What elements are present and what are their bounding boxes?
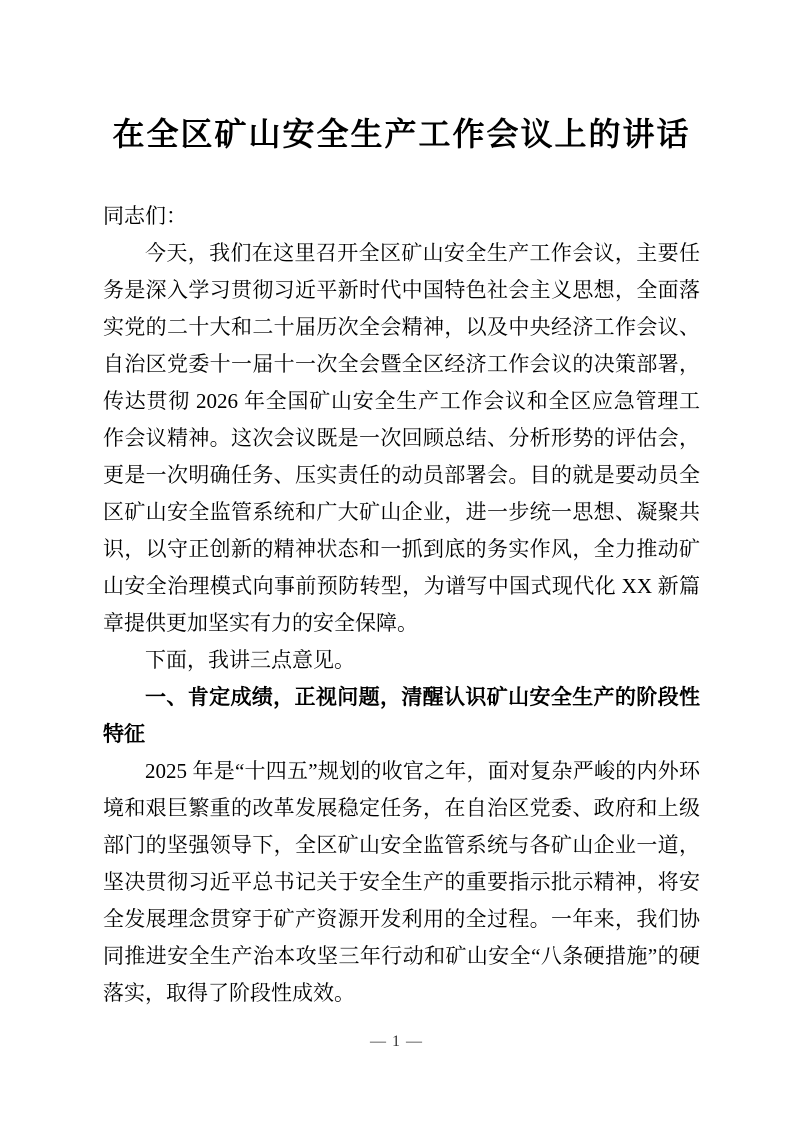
document-title: 在全区矿山安全生产工作会议上的讲话 — [112, 116, 691, 152]
section-heading-1: 一、肯定成绩，正视问题，清醒认识矿山安全生产的阶段性特征 — [103, 686, 700, 746]
paragraph-transition: 下面，我讲三点意见。 — [145, 648, 355, 672]
page-number: — 1 — — [370, 1033, 423, 1050]
paragraph-opening: 今天，我们在这里召开全区矿山安全生产工作会议，主要任务是深入学习贯彻习近平新时代中国特色社会主义思想，全面落实党的二十大和二十届历次全会精神，以及中央经济工作会议、自治区党委十一届十一次全会暨全区经济工作会议的决策部署，传达贯彻 2026 年全国矿山安全生产工作会议和全区应急管理工作会议精神。这次会议既是一次回顾总结、分析形势的评估会，更是一次明确任务、压实责任的动员部署会。目的就是要动员全区矿山安全监管系统和广大矿山企业，进一步统一思想、凝聚共识，以守正创新的精神状态和一抓到底的务实作风，全力推动矿山安全治理模式向事前预防转型，为谱写中国式现代化 XX 新篇章提供更加坚实有力的安全保障。 — [103, 241, 700, 635]
salutation-line: 同志们： — [103, 204, 187, 228]
document-body — [103, 198, 700, 1012]
paragraph-section1-body: 2025 年是“十四五”规划的收官之年，面对复杂严峻的内外环境和艰巨繁重的改革发展稳定任务，在自治区党委、政府和上级部门的坚强领导下，全区矿山安全监管系统与各矿山企业一道，坚决贯彻习近平总书记关于安全生产的重要指示批示精神，将安全发展理念贯穿于矿产资源开发利用的全过程。一年来，我们协同推进安全生产治本攻坚三年行动和矿山安全“八条硬措施”的硬落实，取得了阶段性成效。 — [103, 759, 700, 1005]
